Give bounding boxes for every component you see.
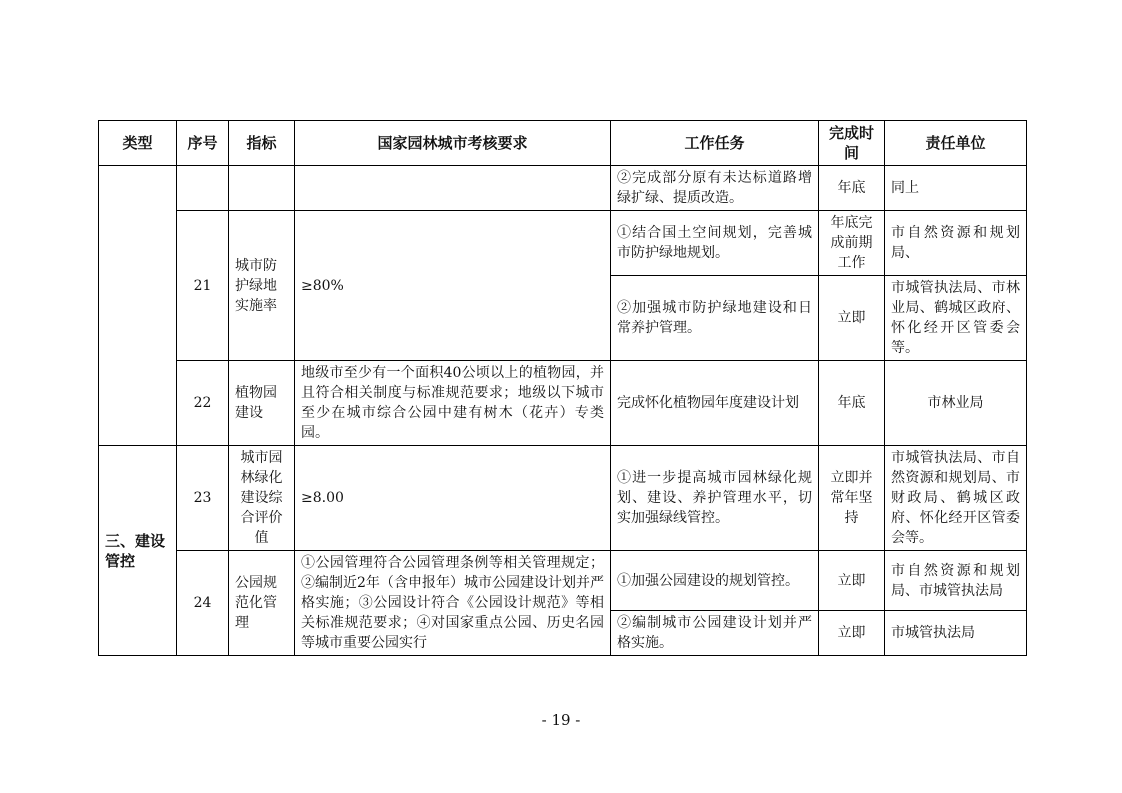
cell-time: 立即	[819, 551, 885, 611]
table-header-row	[99, 121, 1027, 166]
cell-unit: 市城管执法局、市林业局、鹤城区政府、怀化经开区管委会等。	[885, 276, 1027, 361]
table-row	[99, 446, 1027, 551]
header-no: 序号	[177, 121, 229, 166]
cell-time: 立即	[819, 611, 885, 656]
cell-unit: 市林业局	[885, 361, 1027, 446]
header-time: 完成时间	[819, 121, 885, 166]
header-task: 工作任务	[611, 121, 819, 166]
cell-time: 年底	[819, 361, 885, 446]
page-number: - 19 -	[541, 711, 581, 729]
cell-requirement-empty	[295, 166, 611, 211]
assessment-table	[98, 120, 1027, 656]
cell-requirement: ≥80%	[295, 211, 611, 361]
cell-task: ①结合国土空间规划，完善城市防护绿地规划。	[611, 211, 819, 276]
header-requirement: 国家园林城市考核要求	[295, 121, 611, 166]
cell-indicator: 植物园建设	[229, 361, 295, 446]
cell-indicator: 城市防护绿地实施率	[229, 211, 295, 361]
category-label: 三、建设管控	[99, 446, 177, 656]
cell-indicator: 公园规范化管理	[229, 551, 295, 656]
cell-task: ①进一步提高城市园林绿化规划、建设、养护管理水平，切实加强绿线管控。	[611, 446, 819, 551]
cell-time: 年底完成前期工作	[819, 211, 885, 276]
header-type: 类型	[99, 121, 177, 166]
header-unit: 责任单位	[885, 121, 1027, 166]
cell-no: 22	[177, 361, 229, 446]
cell-no: 21	[177, 211, 229, 361]
cell-requirement: 地级市至少有一个面积40公顷以上的植物园，并且符合相关制度与标准规范要求；地级以下城市至少在城市综合公园中建有树木（花卉）专类园。	[295, 361, 611, 446]
cell-requirement: ≥8.00	[295, 446, 611, 551]
cell-indicator: 城市园林绿化建设综合评价值	[229, 446, 295, 551]
table-row	[99, 211, 1027, 276]
cell-unit: 市自然资源和规划局、市城管执法局	[885, 551, 1027, 611]
table-row	[99, 361, 1027, 446]
cell-task: 完成怀化植物园年度建设计划	[611, 361, 819, 446]
cell-no: 24	[177, 551, 229, 656]
header-indicator: 指标	[229, 121, 295, 166]
cell-time: 立即并常年坚持	[819, 446, 885, 551]
category-cell-empty	[99, 166, 177, 446]
cell-unit: 市城管执法局	[885, 611, 1027, 656]
table-row	[99, 551, 1027, 611]
cell-task: ②完成部分原有未达标道路增绿扩绿、提质改造。	[611, 166, 819, 211]
cell-requirement: ①公园管理符合公园管理条例等相关管理规定；②编制近2年（含申报年）城市公园建设计划并严格实施；③公园设计符合《公园设计规范》等相关标准规范要求；④对国家重点公园、历史名园等城市重要公园实行	[295, 551, 611, 656]
cell-time: 年底	[819, 166, 885, 211]
cell-no-empty	[177, 166, 229, 211]
cell-time: 立即	[819, 276, 885, 361]
cell-unit: 同上	[885, 166, 1027, 211]
table-row	[99, 166, 1027, 211]
cell-task: ②加强城市防护绿地建设和日常养护管理。	[611, 276, 819, 361]
cell-no: 23	[177, 446, 229, 551]
cell-unit: 市城管执法局、市自然资源和规划局、市财政局、鹤城区政府、怀化经开区管委会等。	[885, 446, 1027, 551]
cell-unit: 市自然资源和规划局、	[885, 211, 1027, 276]
cell-task: ②编制城市公园建设计划并严格实施。	[611, 611, 819, 656]
cell-task: ①加强公园建设的规划管控。	[611, 551, 819, 611]
cell-indicator-empty	[229, 166, 295, 211]
